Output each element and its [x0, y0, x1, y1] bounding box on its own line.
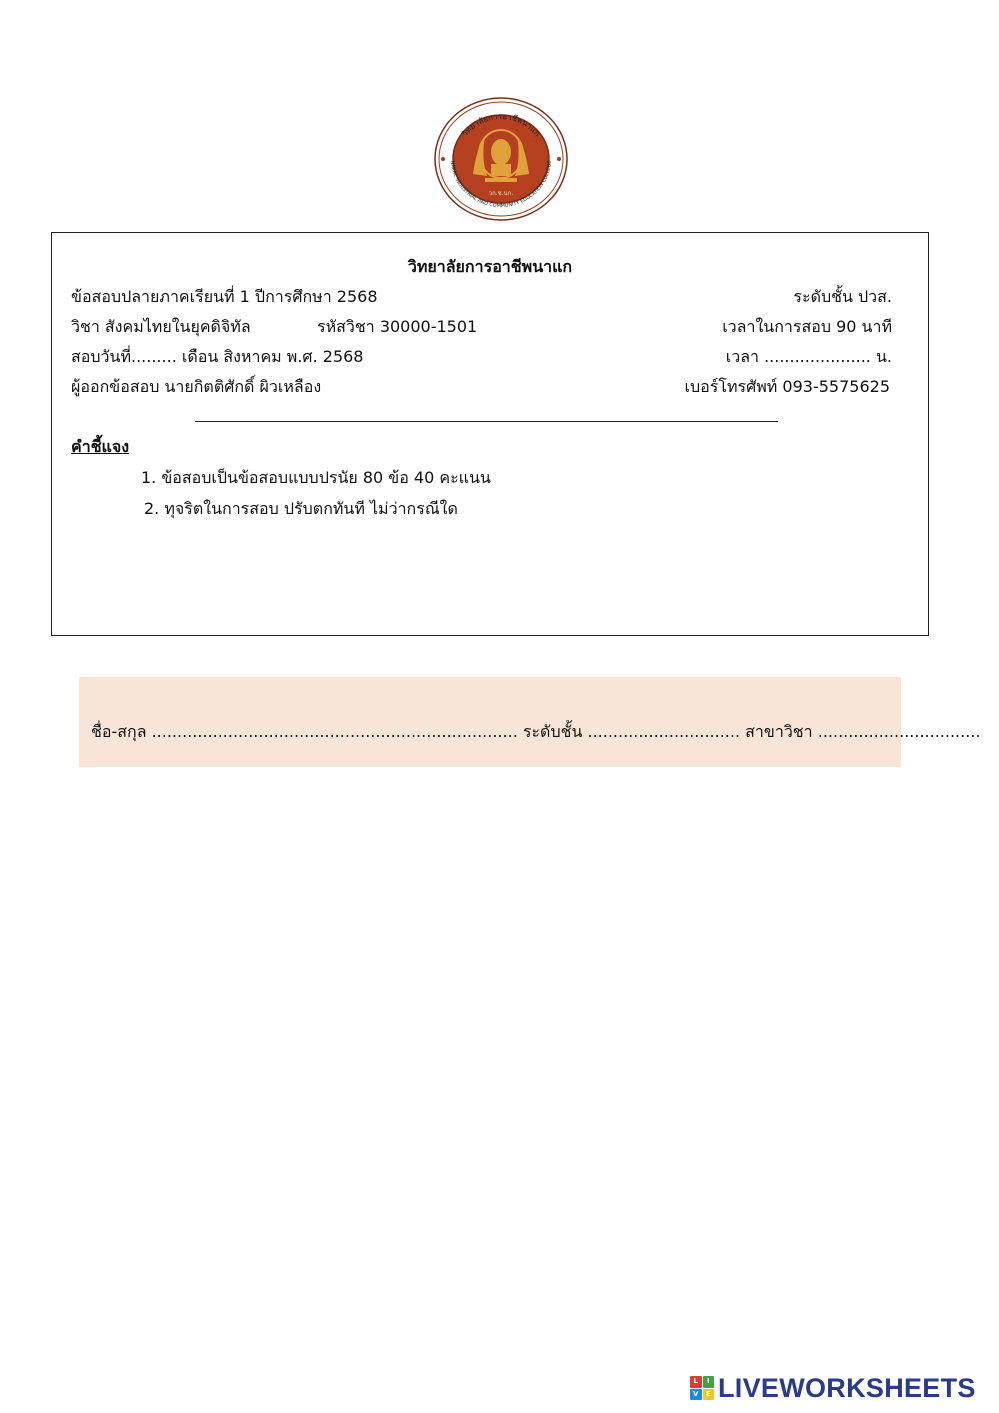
exam-date-text: สอบวันที่......... เดือน สิงหาคม พ.ศ. 2568 — [71, 347, 364, 366]
svg-text:วิทยาลัยการอาชีพนาแก: วิทยาลัยการอาชีพนาแก — [460, 111, 542, 139]
college-title: วิทยาลัยการอาชีพนาแก — [407, 257, 573, 276]
liveworksheets-wordmark: LIVEWORKSHEETS — [718, 1372, 976, 1403]
instruction-item: 2. ทุจริตในการสอบ ปรับตกทันที ไม่ว่ากรณีใด — [144, 499, 458, 518]
exam-term-text: ข้อสอบปลายภาคเรียนที่ 1 ปีการศึกษา 2568 — [71, 287, 378, 306]
liveworksheets-brand — [690, 1373, 976, 1403]
duration-text: เวลาในการสอบ 90 นาที — [722, 317, 892, 336]
student-info-bar — [79, 677, 981, 767]
instructions-heading: คำชี้แจง — [71, 437, 130, 456]
phone-text: เบอร์โทรศัพท์ 093-5575625 — [684, 377, 890, 396]
liveworksheets-cube-icon — [690, 1376, 714, 1400]
instruction-item: 1. ข้อสอบเป็นข้อสอบแบบปรนัย 80 ข้อ 40 คะแนน — [141, 468, 491, 487]
svg-text:NAKAE INDUSTRIAL AND COMMUNITY: NAKAE INDUSTRIAL AND COMMUNITY EDUCATION COLLEGE — [449, 160, 553, 210]
exam-time-text: เวลา ..................... น. — [725, 347, 892, 366]
level-text: ระดับชั้น ปวส. — [793, 287, 892, 306]
cube-letter: V — [690, 1389, 702, 1401]
exam-header-box — [51, 232, 929, 636]
cube-letter: L — [690, 1376, 702, 1388]
svg-text:วก.ช.นก.: วก.ช.นก. — [488, 190, 514, 197]
cube-letter: I — [703, 1376, 715, 1388]
subject-row — [71, 315, 892, 339]
exam-info-row — [71, 285, 892, 309]
divider-line — [195, 421, 778, 422]
student-info-line[interactable]: ชื่อ-สกุล ........................................................................ ระดับชั้น .............................. สาขาวิชา ................................ — [91, 722, 981, 741]
author-text: ผู้ออกข้อสอบ นายกิตติศักดิ์ ผิวเหลือง — [71, 377, 322, 396]
date-row — [71, 345, 892, 369]
college-seal-logo — [433, 96, 569, 222]
author-row — [71, 375, 892, 399]
subject-text: วิชา สังคมไทยในยุคดิจิทัล — [71, 317, 251, 336]
cube-letter: E — [703, 1389, 715, 1401]
subject-code-text: รหัสวิชา 30000-1501 — [317, 317, 478, 336]
